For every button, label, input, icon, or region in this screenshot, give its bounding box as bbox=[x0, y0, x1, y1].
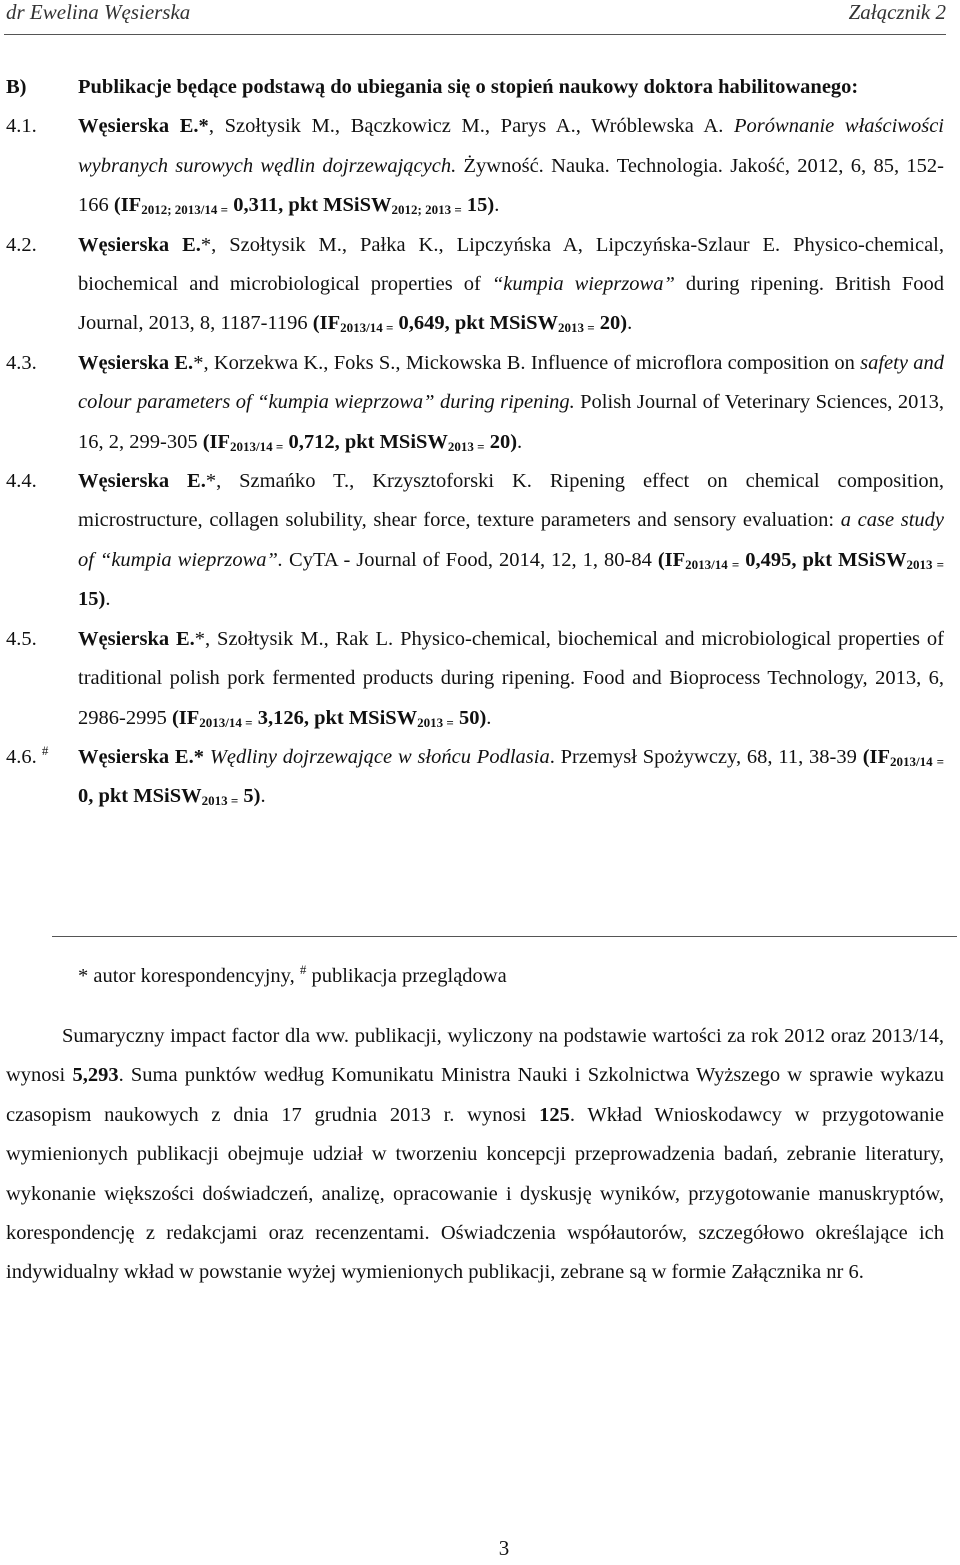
publication-item bbox=[6, 107, 944, 225]
journal-info: during ripening. British Food Journal, 2013, 8, 1187-1196 bbox=[78, 273, 944, 335]
impact-factor-value: 0,649, pkt MSiSW bbox=[393, 312, 558, 335]
points-year: 2013 = bbox=[447, 438, 485, 454]
citation-end: . bbox=[105, 588, 111, 611]
impact-factor-year: 2013/14 = bbox=[199, 714, 253, 730]
publication-citation bbox=[78, 107, 944, 225]
main-author: Węsierska E. bbox=[78, 233, 201, 256]
document-body bbox=[6, 68, 944, 817]
coauthors: , Szołtysik M., Bączkowicz M., Parys A., Wróblewska A. bbox=[208, 115, 735, 138]
publication-citation bbox=[78, 738, 944, 817]
page-header bbox=[6, 0, 946, 30]
publication-list bbox=[6, 107, 944, 816]
coauthors: *, Szmańko T., Krzysztoforski K. Ripening effect on chemical composition, microstructure, collagen solubility, shear force, texture parameters and sensory evaluation: bbox=[78, 470, 944, 532]
footnote-divider bbox=[52, 936, 957, 937]
publication-number bbox=[6, 107, 78, 225]
header-author: dr Ewelina Węsierska bbox=[6, 0, 191, 24]
publication-citation bbox=[78, 620, 944, 738]
citation-end: . bbox=[260, 785, 266, 808]
publication-title: a case study of “kumpia wieprzowa”. bbox=[78, 509, 944, 571]
main-author: Węsierska E.* bbox=[78, 745, 204, 768]
publication-item bbox=[6, 738, 944, 817]
publication-item bbox=[6, 226, 944, 344]
publication-citation bbox=[78, 462, 944, 620]
header-divider bbox=[4, 34, 946, 35]
points-value: 5) bbox=[238, 785, 261, 808]
impact-factor-value: 0,495, pkt MSiSW bbox=[739, 548, 907, 571]
impact-factor-year: 2012; 2013/14 = bbox=[141, 202, 229, 218]
page-number: 3 bbox=[498, 1536, 510, 1560]
header-attachment: Załącznik 2 bbox=[848, 0, 946, 24]
impact-factor-label: (IF bbox=[657, 548, 686, 571]
citation-end: . bbox=[486, 706, 492, 729]
points-value: 15) bbox=[461, 194, 495, 217]
section-letter: B) bbox=[6, 76, 27, 98]
summary-pkt-total: 125 bbox=[539, 1103, 570, 1126]
impact-factor-year: 2013/14 = bbox=[890, 753, 945, 769]
publication-number bbox=[6, 462, 78, 620]
impact-factor-label: (IF bbox=[171, 706, 200, 729]
publication-title: Porównanie właściwości wybranych surowych wędlin dojrzewających. bbox=[78, 115, 944, 177]
publication-number-text: 4.1. bbox=[6, 115, 37, 138]
impact-factor-year: 2013/14 = bbox=[340, 320, 394, 336]
journal-info: CyTA - Journal of Food, 2014, 12, 1, 80-84 bbox=[283, 548, 658, 571]
citation-end: . bbox=[494, 194, 500, 217]
publication-number-text: 4.4. bbox=[6, 470, 37, 493]
impact-factor-value: 0,311, pkt MSiSW bbox=[228, 194, 392, 217]
points-year: 2012; 2013 = bbox=[391, 202, 462, 218]
publication-item bbox=[6, 620, 944, 738]
publication-number-text: 4.2. bbox=[6, 233, 37, 256]
journal-info: . Przemysł Spożywczy, 68, 11, 38-39 bbox=[549, 745, 863, 768]
citation-end: . bbox=[517, 430, 523, 453]
publication-item bbox=[6, 462, 944, 620]
journal-info: Żywność. Nauka. Technologia. Jakość, 2012, 6, 85, 152-166 bbox=[78, 154, 944, 217]
points-year: 2013 = bbox=[417, 714, 454, 730]
main-author: Węsierska E. bbox=[78, 351, 194, 374]
publication-number-text: 4.5. bbox=[6, 627, 37, 650]
points-year: 2013 = bbox=[558, 320, 595, 336]
coauthors: *, Szołtysik M., Pałka K., Lipczyńska A, Lipczyńska-Szlaur E. Physico-chemical, biochemical and microbiological properties of bbox=[78, 233, 944, 296]
summary-if-total: 5,293 bbox=[72, 1064, 119, 1087]
publication-number bbox=[6, 226, 78, 344]
impact-factor-value: 0, pkt MSiSW bbox=[78, 785, 202, 808]
impact-factor-label: (IF bbox=[113, 194, 142, 217]
review-mark: # bbox=[41, 743, 49, 759]
publication-item bbox=[6, 344, 944, 462]
publication-title: “kumpia wieprzowa” bbox=[491, 273, 675, 296]
publication-number bbox=[6, 620, 78, 738]
points-value: 50) bbox=[453, 706, 487, 729]
summary-paragraph bbox=[6, 1017, 944, 1293]
main-author: Węsierska E. bbox=[78, 627, 195, 650]
publication-number-text: 4.6. bbox=[6, 745, 37, 768]
publication-title: Wędliny dojrzewające w słońcu Podlasia bbox=[209, 745, 550, 768]
points-value: 20) bbox=[594, 312, 628, 335]
publication-number bbox=[6, 738, 78, 817]
points-value: 20) bbox=[484, 430, 518, 453]
section-title: Publikacje będące podstawą do ubiegania się o stopień naukowy doktora habilitowanego: bbox=[78, 76, 859, 98]
impact-factor-value: 3,126, pkt MSiSW bbox=[252, 706, 418, 729]
footnote-hash: # bbox=[299, 962, 307, 978]
publication-citation bbox=[78, 344, 944, 462]
footnote-rest-text: publikacja przeglądowa bbox=[306, 965, 507, 987]
coauthors: *, Szołtysik M., Rak L. Physico-chemical, biochemical and microbiological properties of traditional polish pork fermented products during ripening. Food and Bioprocess Technology, 2013, 6, 2986-2995 bbox=[78, 627, 944, 729]
impact-factor-label: (IF bbox=[312, 312, 341, 335]
summary-text-1: Sumaryczny impact factor dla ww. publikacji, wyliczony na podstawie wartości za rok 2012 oraz 2013/14, wynosi bbox=[6, 1025, 944, 1087]
footnote bbox=[78, 958, 507, 994]
impact-factor-label: (IF bbox=[862, 745, 891, 768]
footnote-star-text: * autor korespondencyjny, bbox=[78, 965, 300, 987]
coauthors: *, Korzekwa K., Foks S., Mickowska B. Influence of microflora composition on bbox=[193, 351, 861, 374]
summary-text-3: . Wkład Wnioskodawcy w przygotowanie wymienionych publikacji obejmuje udział w tworzeniu koncepcji przeprowadzenia badań, zebranie literatury, wykonanie większości doświadczeń, analizę, opracowanie i dyskusję wyników, przygotowanie manuskryptów, korespondencję z redakcjami oraz recenzentami. Oświadczenia współautorów, szczegółowo określające ich indywidualny wkład w powstanie wyżej wymienionych publikacji, zebrane są w formie Załącznika nr 6. bbox=[6, 1103, 944, 1284]
citation-end: . bbox=[627, 312, 633, 335]
impact-factor-value: 0,712, pkt MSiSW bbox=[283, 430, 448, 453]
publication-number bbox=[6, 344, 78, 462]
section-heading bbox=[6, 68, 944, 107]
impact-factor-label: (IF bbox=[202, 430, 231, 453]
journal-info: Polish Journal of Veterinary Sciences, 2013, 16, 2, 299-305 bbox=[78, 391, 944, 453]
publication-number-text: 4.3. bbox=[6, 351, 37, 374]
points-value: 15) bbox=[78, 588, 106, 611]
impact-factor-year: 2013/14 = bbox=[230, 438, 284, 454]
main-author: Węsierska E.* bbox=[78, 115, 209, 138]
main-author: Węsierska E. bbox=[78, 470, 206, 493]
publication-citation bbox=[78, 226, 944, 344]
points-year: 2013 = bbox=[906, 556, 944, 572]
summary-text-2: . Suma punktów według Komunikatu Ministra Nauki i Szkolnictwa Wyższego w sprawie wykazu czasopism naukowych z dnia 17 grudnia 2013 r. wynosi bbox=[6, 1064, 945, 1126]
points-year: 2013 = bbox=[201, 793, 239, 809]
impact-factor-year: 2013/14 = bbox=[685, 556, 740, 572]
publication-title: safety and colour parameters of “kumpia wieprzowa” during ripening. bbox=[78, 351, 944, 414]
